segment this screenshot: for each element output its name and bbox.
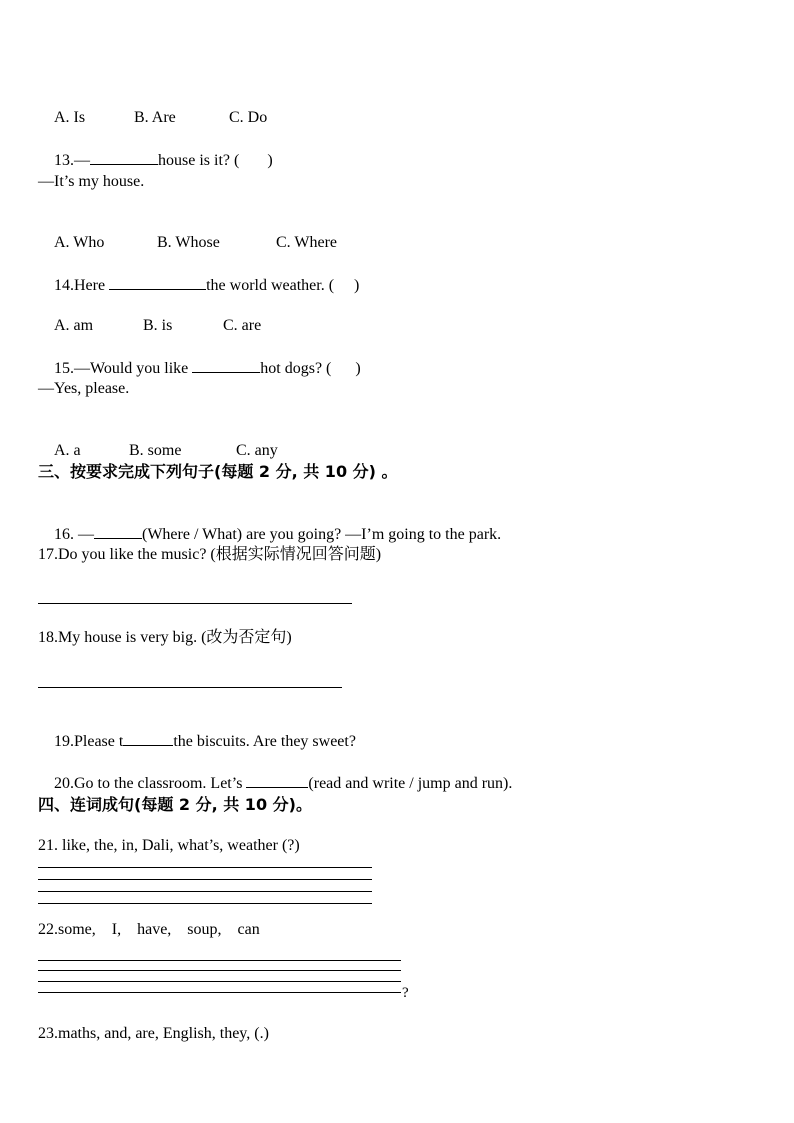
q13-option-b[interactable]: B. Whose — [157, 234, 220, 251]
q12-option-c[interactable]: C. Do — [229, 109, 268, 126]
q17-answer-line[interactable] — [38, 603, 352, 604]
q14-close: ) — [354, 277, 360, 294]
q15-answer: —Yes, please. — [38, 380, 130, 397]
q15-suffix: hot dogs? ( — [260, 360, 332, 377]
section-4-heading: 四、连词成句(每题 2 分, 共 10 分)。 — [38, 795, 312, 814]
q16-prefix: 16. — — [54, 526, 94, 543]
q22-writing-line-1[interactable] — [38, 960, 401, 961]
q22-writing-line-4[interactable] — [38, 992, 401, 993]
q15-prefix: 15.—Would you like — [54, 360, 193, 377]
q21-writing-line-1[interactable] — [38, 867, 372, 868]
q16-suffix: (Where / What) are you going? —I’m going to the park. — [142, 526, 502, 543]
section-3-heading: 三、按要求完成下列句子(每题 2 分, 共 10 分) 。 — [38, 462, 398, 481]
q23-question: 23.maths, and, are, English, they, (.) — [38, 1025, 269, 1042]
q21-writing-line-3[interactable] — [38, 891, 372, 892]
q14-option-c[interactable]: C. are — [223, 317, 262, 334]
q13-prefix: 13.— — [54, 152, 90, 169]
q22-writing-line-2[interactable] — [38, 970, 401, 971]
q17-question: 17.Do you like the music? (根据实际情况回答问题) — [38, 546, 382, 563]
q14-option-a[interactable]: A. am — [54, 317, 94, 334]
q22-writing-line-3[interactable] — [38, 981, 401, 982]
q13-close: ) — [267, 152, 273, 169]
q21-writing-line-4[interactable] — [38, 903, 372, 904]
q14-blank[interactable] — [109, 275, 206, 290]
q21-question: 21. like, the, in, Dali, what’s, weather (?) — [38, 837, 300, 854]
q16-blank[interactable] — [94, 524, 142, 539]
q13-answer: —It’s my house. — [38, 173, 145, 190]
q14-suffix: the world weather. ( — [206, 277, 335, 294]
q14-option-b[interactable]: B. is — [143, 317, 173, 334]
q15-blank[interactable] — [192, 358, 260, 373]
q21-writing-line-2[interactable] — [38, 879, 372, 880]
q19-suffix: the biscuits. Are they sweet? — [173, 733, 356, 750]
q22-end-mark: ? — [402, 985, 409, 1001]
q20-suffix: (read and write / jump and run). — [308, 775, 513, 792]
q20-prefix: 20.Go to the classroom. Let’s — [54, 775, 247, 792]
q18-answer-line[interactable] — [38, 687, 342, 688]
q15-option-c[interactable]: C. any — [236, 442, 278, 459]
q13-option-c[interactable]: C. Where — [276, 234, 338, 251]
q15-close: ) — [355, 360, 361, 377]
q12-option-b[interactable]: B. Are — [134, 109, 176, 126]
q13-blank[interactable] — [90, 150, 158, 165]
q19-prefix: 19.Please t — [54, 733, 124, 750]
q22-question: 22.some, I, have, soup, can — [38, 921, 260, 938]
q12-option-a[interactable]: A. Is — [54, 109, 86, 126]
q14-prefix: 14.Here — [54, 277, 110, 294]
q13-suffix: house is it? ( — [158, 152, 240, 169]
q20-blank[interactable] — [246, 773, 308, 788]
q15-option-b[interactable]: B. some — [129, 442, 182, 459]
q15-option-a[interactable]: A. a — [54, 442, 81, 459]
q19-blank[interactable] — [123, 731, 173, 746]
q18-question: 18.My house is very big. (改为否定句) — [38, 629, 292, 646]
q13-option-a[interactable]: A. Who — [54, 234, 105, 251]
